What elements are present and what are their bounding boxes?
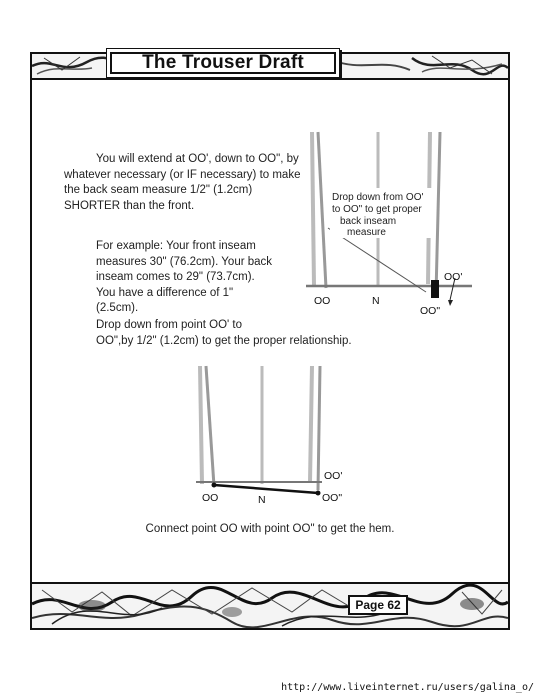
- back-inseam-line: [436, 132, 440, 294]
- point-oo-double: [316, 491, 321, 496]
- note-line-1: Drop down from OO': [332, 192, 424, 203]
- marble-border-bottom: [32, 582, 508, 628]
- paragraph-example: For example: Your front inseam measures 30" (76.2cm). Your back inseam comes to 29" (73.7cm). You have a difference of 1" (2.5cm).: [96, 240, 273, 314]
- arrowhead: [448, 300, 453, 306]
- title-box: [106, 48, 340, 78]
- drop-marker: [431, 280, 439, 298]
- note-line-4: measure: [347, 227, 386, 238]
- paragraph-extend: You will extend at OO', down to OO", by whatever necessary (or IF necessary) to make the back seam measure 1/2" (1.2cm) SHORTER than the front.: [64, 153, 301, 212]
- footer-url[interactable]: http://www.liveinternet.ru/users/galina_o/: [281, 682, 534, 693]
- label-oo: OO: [314, 295, 331, 307]
- connected-hem-line: [214, 485, 318, 493]
- back-leg-line: [318, 132, 326, 288]
- front-inseam-line: [310, 366, 312, 482]
- diagram-drop-down: [300, 128, 480, 328]
- label-n: N: [372, 295, 380, 307]
- front-leg-line: [200, 366, 202, 484]
- diagram-hem: [190, 362, 360, 512]
- note-line-3: back inseam: [340, 216, 397, 227]
- label-n: N: [258, 494, 266, 506]
- paragraph-connect: Connect point OO with point OO" to get the hem.: [145, 523, 395, 535]
- back-inseam-line: [318, 366, 320, 490]
- label-oo-prime: OO': [324, 470, 343, 482]
- label-oo-double: OO": [420, 305, 441, 317]
- label-oo: OO: [202, 492, 219, 504]
- front-leg-line: [312, 132, 314, 286]
- page-number: Page 62: [348, 595, 408, 615]
- label-oo-double: OO": [322, 492, 343, 504]
- note-line-2: to OO" to get proper: [332, 204, 422, 215]
- point-oo: [212, 483, 217, 488]
- page-title: The Trouser Draft: [110, 52, 336, 74]
- back-leg-line: [206, 366, 214, 486]
- label-oo-prime: OO': [444, 271, 463, 283]
- paragraph-drop: Drop down from point OO' to OO",by 1/2" (1.2cm) to get the proper relationship.: [96, 319, 352, 347]
